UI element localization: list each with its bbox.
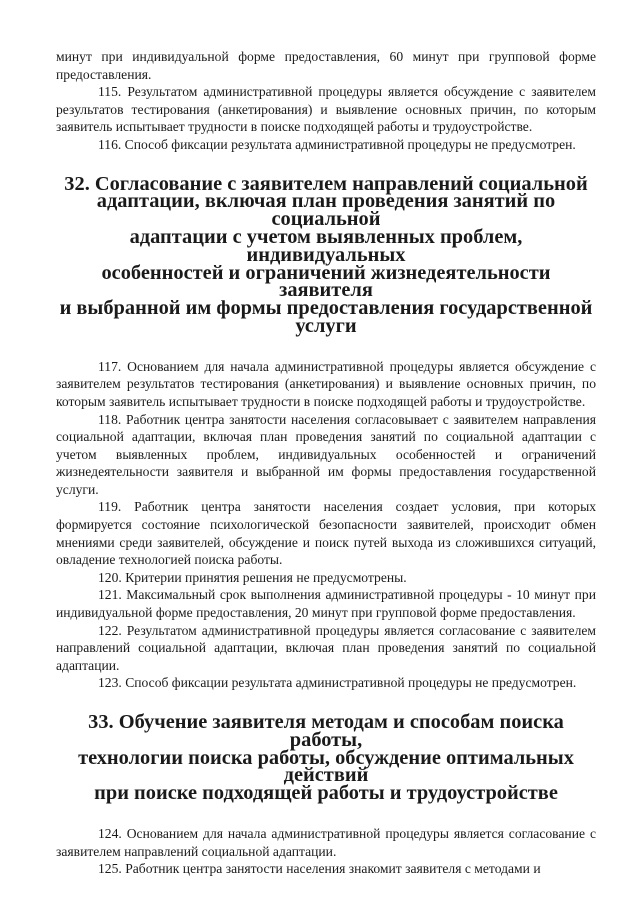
paragraph-continuation: минут при индивидуальной форме предоставления, 60 минут при групповой форме предоставления. [56, 49, 596, 82]
paragraph-119: 119. Работник центра занятости населения создает условия, при которых формируется состояние психологической безопасности заявителей, происходит обмен мнениями среди заявителей, обсуждение и поиск путей выхода из сложившихся ситуаций, овладение технологией поиска работы. [56, 499, 596, 568]
paragraph-124: 124. Основанием для начала административной процедуры является согласование с заявителем направлений социальной адаптации. [56, 826, 596, 859]
heading-line: особенностей и ограничений жизнедеятельности заявителя [101, 261, 551, 302]
document-page [56, 48, 596, 878]
section-heading-33 [56, 711, 596, 805]
section-heading-32 [56, 172, 596, 337]
paragraph-125: 125. Работник центра занятости населения знакомит заявителя с методами и [98, 861, 541, 877]
heading-line: адаптации с учетом выявленных проблем, индивидуальных [129, 225, 523, 266]
heading-line: 33. Обучение заявителя методам и способам поиска работы, [88, 711, 564, 751]
paragraph-117: 117. Основанием для начала административной процедуры является обсуждение с заявителем результатов тестирования (анкетирования) и выявление основных причин, по которым заявитель испытывает трудности в поиске подходящей работы и трудоустройстве. [56, 358, 596, 409]
paragraph-116: 116. Способ фиксации результата административной процедуры не предусмотрен. [98, 136, 576, 152]
paragraph-121: 121. Максимальный срок выполнения административной процедуры - 10 минут при индивидуальной форме предоставления, 20 минут при групповой форме предоставления. [56, 587, 596, 621]
paragraph-115: 115. Результатом административной процедуры является обсуждение с заявителем результатов тестирования (анкетирования) и выявление основных причин, по которым заявитель испытывает трудности в поиске подходящей работы и трудоустройстве. [56, 84, 596, 135]
heading-line: при поиске подходящей работы и трудоустройстве [94, 782, 558, 805]
paragraph-120: 120. Критерии принятия решения не предусмотрены. [98, 569, 407, 585]
heading-line: и выбранной им формы предоставления государственной услуги [59, 297, 593, 337]
paragraph-122: 122. Результатом административной процедуры является согласование с заявителем направлений социальной адаптации, включая план проведения занятий по социальной адаптации. [56, 622, 596, 673]
paragraph-118: 118. Работник центра занятости населения согласовывает с заявителем направления социальной адаптации, включая план проведения занятий по социальной адаптации с учетом выявленных проблем, индивидуальных особенностей и ограничений жизнедеятельности заявителя и выбранной им формы предоставления государственной услуги. [56, 411, 596, 497]
heading-line: технологии поиска работы, обсуждение оптимальных действий [78, 746, 574, 787]
heading-line: 32. Согласование с заявителем направлений социальной [64, 172, 588, 195]
heading-line: адаптации, включая план проведения занятий по социальной [96, 190, 556, 231]
paragraph-123: 123. Способ фиксации результата административной процедуры не предусмотрен. [98, 675, 577, 691]
